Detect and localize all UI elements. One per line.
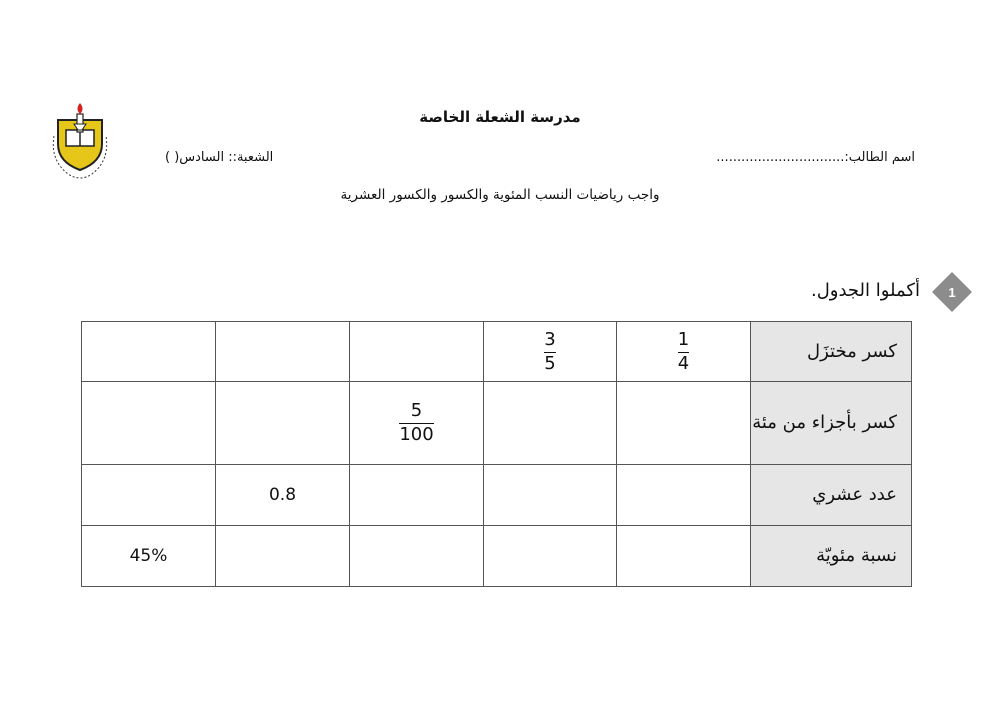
cell-r3-c2[interactable]	[617, 465, 751, 526]
cell-r3-c3[interactable]	[484, 465, 617, 526]
question-number: 1	[948, 285, 956, 300]
cell-r4-c6-percent: 45%	[82, 526, 216, 587]
section-field: الشعبة:: السادس( )	[165, 150, 274, 165]
row-percentage	[82, 526, 912, 587]
denominator: 100	[399, 424, 434, 445]
fraction-three-fifths	[544, 328, 556, 374]
row-header-simplified-fraction: كسر مختزَل	[751, 322, 912, 382]
numerator: 1	[677, 328, 690, 350]
cell-r2-c5[interactable]	[216, 382, 350, 465]
cell-r4-c4[interactable]	[350, 526, 484, 587]
row-hundredths-fraction	[82, 382, 912, 465]
assignment-title: واجب رياضيات النسب المئوية والكسور والكسور العشرية	[340, 187, 660, 203]
numerator: 5	[410, 400, 423, 422]
row-header-decimal: عدد عشري	[751, 465, 912, 526]
question-number-badge	[930, 270, 974, 314]
cell-r4-c5[interactable]	[216, 526, 350, 587]
denominator: 5	[544, 352, 556, 374]
cell-r3-c6[interactable]	[82, 465, 216, 526]
cell-r1-c3	[484, 322, 617, 382]
cell-r2-c6[interactable]	[82, 382, 216, 465]
school-name: مدرسة الشعلة الخاصة	[419, 108, 581, 126]
question-instruction: أكملوا الجدول.	[810, 280, 920, 301]
row-header-percentage: نسبة مئويّة	[751, 526, 912, 587]
numerator: 3	[544, 328, 556, 350]
cell-r3-c4[interactable]	[350, 465, 484, 526]
row-header-hundredths-fraction: كسر بأجزاء من مئة	[751, 382, 912, 465]
cell-r1-c4[interactable]	[350, 322, 484, 382]
fraction-five-hundredths	[399, 402, 433, 445]
fraction-one-quarter	[677, 328, 690, 374]
cell-r4-c3[interactable]	[484, 526, 617, 587]
cell-r2-c4	[350, 382, 484, 465]
cell-r1-c5[interactable]	[216, 322, 350, 382]
conversion-table	[81, 321, 912, 587]
student-name-field: اسم الطالب:...............................	[716, 150, 915, 165]
cell-r2-c2[interactable]	[617, 382, 751, 465]
row-simplified-fraction	[82, 322, 912, 382]
cell-r2-c3[interactable]	[484, 382, 617, 465]
denominator: 4	[677, 352, 690, 374]
row-decimal	[82, 465, 912, 526]
cell-r4-c2[interactable]	[617, 526, 751, 587]
cell-r3-c5-decimal: 0.8	[216, 465, 350, 526]
cell-r1-c6[interactable]	[82, 322, 216, 382]
cell-r1-c2	[617, 322, 751, 382]
